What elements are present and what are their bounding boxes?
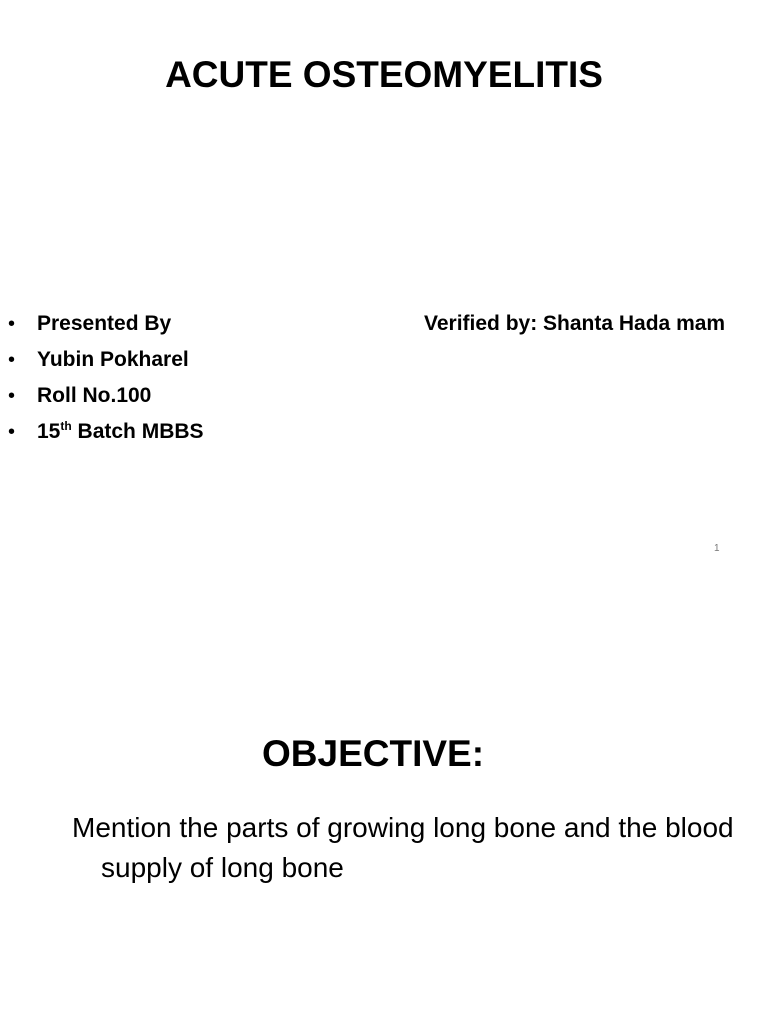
- list-item: [8, 378, 204, 414]
- slide-2: [0, 576, 768, 1024]
- page-number: 1: [714, 543, 720, 554]
- presenter-list: [8, 306, 204, 450]
- batch-number: 15: [37, 420, 61, 443]
- slide-title: ACUTE OSTEOMYELITIS: [165, 54, 603, 95]
- bullet-icon: •: [8, 349, 16, 371]
- list-item-text: Roll No.100: [37, 384, 152, 407]
- bullet-icon: •: [8, 385, 16, 407]
- bullet-icon: •: [8, 421, 16, 443]
- batch-label: Batch MBBS: [71, 420, 204, 443]
- slide-title: OBJECTIVE:: [262, 733, 485, 774]
- list-item-text: Yubin Pokharel: [37, 348, 189, 371]
- list-item: [8, 414, 204, 450]
- verified-by: Verified by: Shanta Hada mam: [424, 312, 726, 335]
- ordinal-suffix: th: [60, 419, 72, 433]
- bullet-icon: •: [8, 313, 16, 335]
- objective-text: Mention the parts of growing long bone and the blood supply of long bone: [72, 812, 734, 883]
- list-item: [8, 342, 204, 378]
- list-item: [8, 306, 204, 342]
- list-item-text: Presented By: [37, 312, 172, 335]
